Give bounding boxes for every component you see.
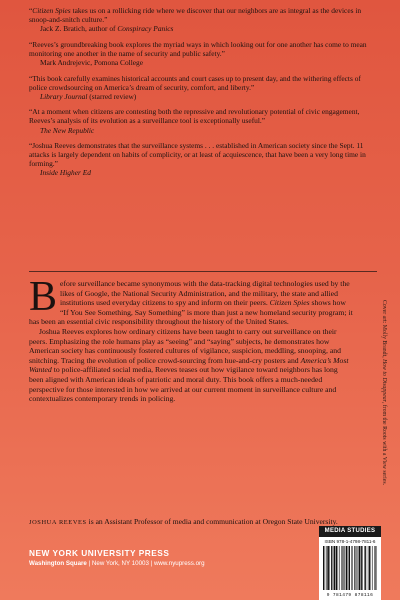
address-separator: | bbox=[86, 560, 92, 567]
description-text: to police-affiliated social media, Reeves teases out how vigilance toward neighbors has long been aligned with American ideals of patriotic and moral duty. This book offers a much-needed perspective for those interested in how we arrived at our current moment in surveillance culture and contextualizes contemporary trends in policing. bbox=[29, 365, 338, 404]
review-attribution bbox=[40, 58, 379, 67]
quote-text: Joshua Reeves demonstrates that the surveillance systems . . . established in American society since the Sept. 11 attacks is largely dependent on habits of complicity, or at least of acquiescence, that have been a very long time in forming.” bbox=[29, 141, 366, 169]
address-separator-2: | bbox=[148, 560, 154, 567]
barcode-bar bbox=[375, 546, 376, 590]
subject-label: MEDIA STUDIES bbox=[319, 526, 381, 537]
barcode-bar bbox=[368, 546, 369, 590]
description-paragraph-2 bbox=[29, 327, 353, 404]
review-blurb bbox=[29, 74, 379, 101]
barcode-bar bbox=[372, 546, 373, 590]
attribution-text: Inside Higher Ed bbox=[40, 168, 91, 178]
barcode-bar bbox=[371, 546, 372, 590]
publisher-block bbox=[29, 548, 205, 568]
barcode-bar bbox=[336, 546, 337, 590]
description-text: efore surveillance became synonymous with the data-tracking digital technologies used by the likes of Google, the National Security Administration, and the military, the state and allied institutions used everyday citizens to spy and inform on their peers. bbox=[60, 279, 350, 308]
barcode-digits: 9 781479 878116 bbox=[326, 593, 374, 598]
attribution-text: Conspiracy Panics bbox=[117, 24, 174, 34]
review-quote bbox=[29, 40, 379, 58]
credit-text: Cover art: Molly Brandt, bbox=[381, 300, 387, 360]
review-quote bbox=[29, 6, 379, 24]
review-attribution bbox=[40, 92, 379, 101]
quote-text: “ bbox=[29, 6, 33, 15]
barcode-bar bbox=[365, 546, 366, 590]
attribution-text: (starred review) bbox=[87, 91, 137, 101]
barcode-bar bbox=[329, 546, 330, 590]
quote-text: Citizen Spies bbox=[32, 6, 71, 15]
barcode-bar bbox=[348, 546, 349, 590]
barcode-bar bbox=[326, 546, 327, 590]
barcode-bar bbox=[354, 546, 355, 590]
credit-text: , from the Roots with a View series. bbox=[381, 401, 387, 486]
description-text: Citizen Spies bbox=[269, 298, 310, 308]
barcode-bar bbox=[369, 546, 370, 590]
review-blurb bbox=[29, 40, 379, 67]
description-text: America’s Most Wanted bbox=[29, 355, 349, 375]
book-description bbox=[29, 274, 353, 404]
quote-text: “ bbox=[29, 39, 33, 49]
barcode-bar bbox=[323, 546, 324, 590]
quote-text: “ bbox=[29, 73, 33, 83]
barcode-bar bbox=[331, 546, 332, 590]
cover-art-credit bbox=[380, 300, 388, 530]
description-text: shows how “If You See Something, Say Something” is more than just a new homeland security program; it has been an essential civic responsibility throughout the history of the United States. bbox=[29, 298, 353, 327]
barcode-bar bbox=[352, 546, 353, 590]
barcode-bar bbox=[362, 546, 363, 590]
barcode-bar bbox=[333, 546, 334, 590]
author-bio bbox=[29, 517, 369, 528]
review-blurb bbox=[29, 141, 379, 177]
credit-text: How to Disappear bbox=[381, 359, 387, 402]
barcode-bar bbox=[349, 546, 350, 590]
isbn-text: ISBN 978-1-4798-7811-6 bbox=[324, 539, 376, 544]
attribution-text: Library Journal bbox=[40, 91, 88, 101]
barcode-bar bbox=[358, 546, 359, 590]
publisher-name: NEW YORK UNIVERSITY PRESS bbox=[29, 548, 170, 558]
review-attribution bbox=[40, 168, 379, 177]
publisher-city: New York, NY 10003 bbox=[91, 560, 149, 567]
quote-text: “ bbox=[29, 107, 33, 117]
barcode-bar bbox=[359, 546, 361, 590]
barcode-bar bbox=[356, 546, 357, 590]
barcode-area bbox=[319, 537, 381, 600]
description-p1-text bbox=[29, 274, 353, 327]
publisher-street: Washington Square bbox=[29, 560, 87, 567]
review-quote bbox=[29, 107, 379, 125]
barcode-bar bbox=[327, 546, 329, 590]
attribution-text: Mark Andrejevic, Pomona College bbox=[40, 57, 144, 67]
review-blurbs bbox=[29, 6, 379, 184]
divider-rule bbox=[29, 271, 377, 272]
quote-text: At a moment when citizens are contesting both the repressive and revolutionary potential of civic engagement, Reeves’s analysis of its evolution as a surveillance tool is exceptionally useful.” bbox=[29, 107, 360, 126]
author-name: JOSHUA REEVES bbox=[29, 519, 87, 526]
barcode-bar bbox=[342, 546, 343, 590]
barcode-panel bbox=[319, 526, 381, 600]
drop-cap: B bbox=[29, 274, 58, 320]
publisher-url: www.nyupress.org bbox=[153, 560, 205, 567]
barcode-bar bbox=[374, 546, 375, 590]
barcode-bar bbox=[351, 546, 352, 590]
barcode-bar bbox=[334, 546, 336, 590]
quote-text: takes us on a rollicking ride where we discover that our neighbors are as integral as the devices in snoop-and-snitch culture.” bbox=[29, 6, 362, 25]
quote-text: “ bbox=[29, 141, 33, 151]
author-bio-text: is an Assistant Professor of media and communication at Oregon State University. bbox=[86, 517, 338, 526]
attribution-text: The New Republic bbox=[40, 125, 95, 135]
review-attribution bbox=[40, 126, 379, 135]
barcode-bar bbox=[341, 546, 342, 590]
review-attribution bbox=[40, 24, 379, 33]
barcode-bar bbox=[364, 546, 365, 590]
review-quote bbox=[29, 74, 379, 92]
barcode-bar bbox=[346, 546, 348, 590]
barcode-icon bbox=[323, 546, 377, 590]
barcode-bar bbox=[325, 546, 326, 590]
quote-text: This book carefully examines historical accounts and court cases up to present day, and the withering effects of police crowdsourcing on America’s dream of security, comfort, and liberty.” bbox=[29, 73, 361, 92]
barcode-bar bbox=[344, 546, 345, 590]
attribution-text: Jack Z. Bratich, author of bbox=[40, 24, 118, 34]
barcode-bar bbox=[338, 546, 339, 590]
publisher-address bbox=[29, 559, 205, 568]
description-text: Joshua Reeves explores how ordinary citizens have been taught to carry out surveillance on their peers. Emphasizing the role humans play as “seeing” and “saying” subjects, he demonstrates how American society has continuously fostered cultures of vigilance, suspicion, meddling, snooping, and snitching. Tracing the evolution of police crowd-sourcing from hue-and-cry posters and bbox=[29, 326, 341, 365]
quote-text: Reeves’s groundbreaking book explores the myriad ways in which looking out for one another has come to mean monitoring one another in the name of security and public safety.” bbox=[29, 39, 367, 58]
review-quote bbox=[29, 141, 379, 168]
review-blurb bbox=[29, 107, 379, 134]
description-paragraph-1 bbox=[29, 274, 353, 327]
barcode-bar bbox=[361, 546, 362, 590]
barcode-bar bbox=[339, 546, 340, 590]
review-blurb bbox=[29, 6, 379, 33]
